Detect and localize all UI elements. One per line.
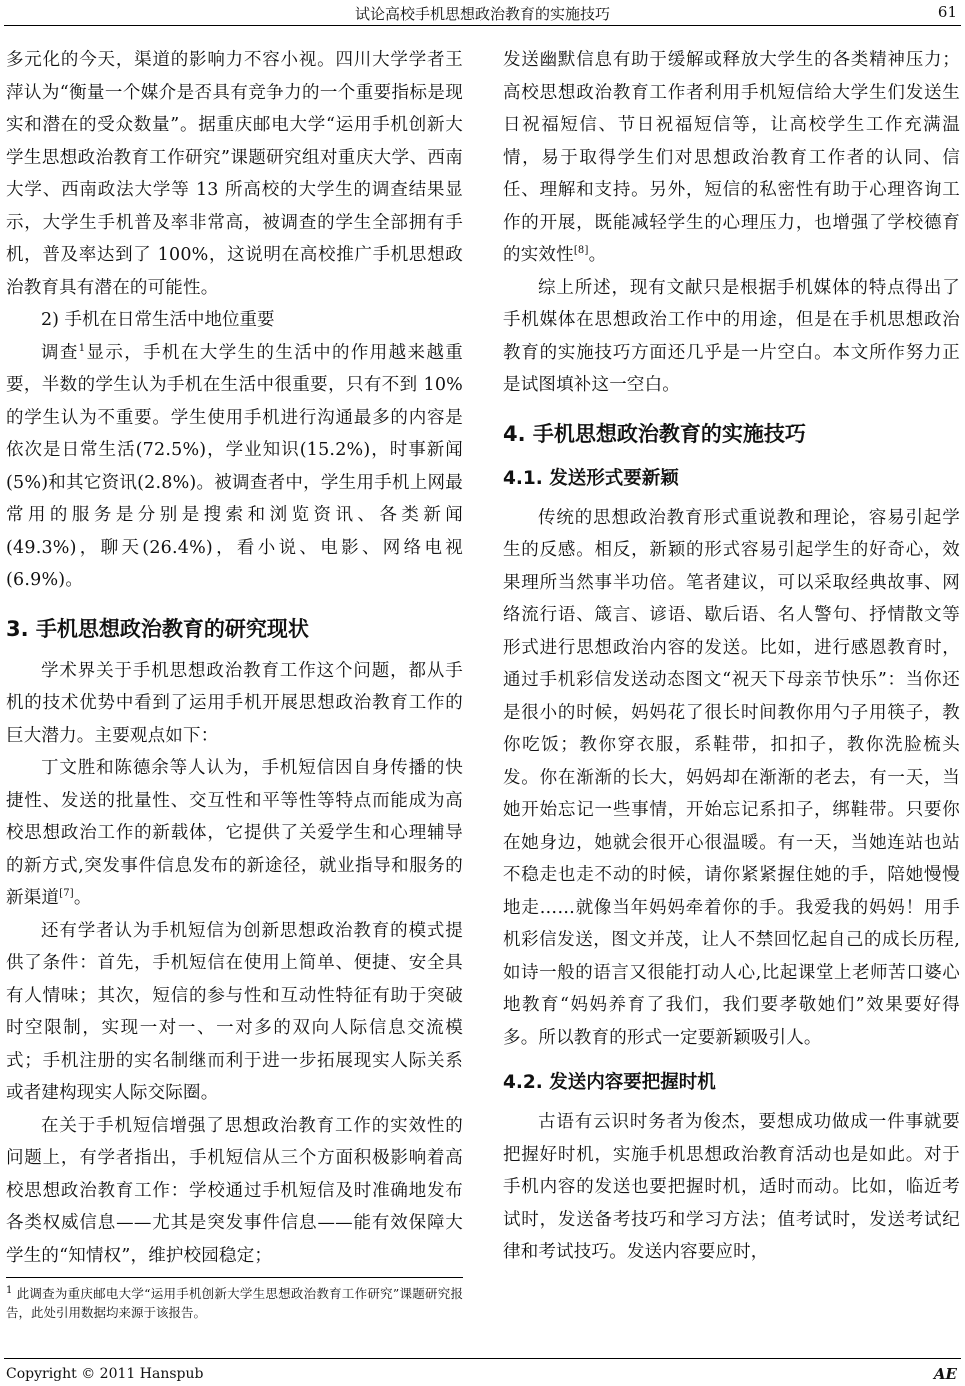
paragraph-text: 。 — [588, 245, 607, 265]
page-footer — [0, 1352, 965, 1386]
citation-ref[interactable]: [8] — [573, 245, 589, 257]
page-number: 61 — [937, 3, 957, 21]
section-heading-4: 4. 手机思想政治教育的实施技巧 — [503, 421, 806, 446]
paragraph: 古语有云识时务者为俊杰，要想成功做成一件事就要把握好时机，实施手机思想政治教育活动也是如此。对于手机内容的发送也要把握时机，适时而动。比如，临近考试时，发送备考技巧和学习方法；值考试时，发送考试纪律和考试技巧。发送内容要应时， — [503, 1112, 960, 1262]
paragraph: 传统的思想政治教育形式重说教和理论，容易引起学生的反感。相反，新颖的形式容易引起学生的好奇心，效果理所当然事半功倍。笔者建议，可以采取经典故事、网络流行语、箴言、谚语、歇后语、名人警句、抒情散文等形式进行思想政治内容的发送。比如，进行感恩教育时，通过手机彩信发送动态图文“祝天下母亲节快乐”：当你还是很小的时候，妈妈花了很长时间教你用勺子用筷子，教你吃饭；教你穿衣服，系鞋带，扣扣子，教你洗脸梳头发。你在渐渐的长大，妈妈却在渐渐的老去，有一天，当她开始忘记一些事情，开始忘记系扣子，绑鞋带。只要你在她身边，她就会很开心很温暖。有一天，当她连站也站不稳走也走不动的时候，请你紧紧握住她的手，陪她慢慢地走……就像当年妈妈牵着你的手。我爱我的妈妈！用手机彩信发送，图文并茂，让人不禁回忆起自己的成长历程,如诗一般的语言又很能打动人心,比起课堂上老师苦口婆心地教育“妈妈养育了我们，我们要孝敬她们”效果要好得多。所以教育的形式一定要新颖吸引人。 — [503, 507, 960, 1048]
page-header — [0, 0, 965, 28]
footnote — [6, 1284, 463, 1322]
footnote-text: 此调查为重庆邮电大学“运用手机创新大学生思想政治教育工作研究”课题研究报告，此处引用数据均来源于该报告。 — [6, 1286, 463, 1320]
paragraph — [503, 44, 960, 272]
left-column — [6, 44, 463, 1272]
paragraph: 学术界关于手机思想政治教育工作这个问题，都从手机的技术优势中看到了运用手机开展思想政治教育工作的巨大潜力。主要观点如下： — [6, 660, 463, 746]
paragraph — [6, 337, 463, 597]
footnote-rule — [6, 1277, 463, 1278]
paragraph: 还有学者认为手机短信为创新思想政治教育的模式提供了条件：首先，手机短信在使用上简单、便捷、安全具有人情味；其次，短信的参与性和互动性特征有助于突破时空限制，实现一对一、一对多的双向人际信息交流模式；手机注册的实名制继而利于进一步拓展现实人际关系或者建构现实人际交际圈。 — [6, 920, 463, 1103]
paragraph-text: 显示，手机在大学生的生活中的作用越来越重要，半数的学生认为手机在生活中很重要，只有不到 10%的学生认为不重要。学生使用手机进行沟通最多的内容是依次是日常生活(72.5%)，学业知识(15.2%)，时事新闻(5%)和其它资讯(2.8%)。被调查者中，学生用手机上网最常用的服务是分别是搜索和浏览资讯、各类新闻(49.3%)，聊天(26.4%)，看小说、电影、网络电视(6.9%)。 — [6, 342, 463, 590]
subheading-2: 2) 手机在日常生活中地位重要 — [41, 310, 275, 330]
copyright: Copyright © 2011 Hanspub — [6, 1366, 204, 1382]
paragraph-text: 。 — [73, 888, 92, 908]
running-title: 试论高校手机思想政治教育的实施技巧 — [354, 5, 610, 23]
right-column — [503, 44, 960, 1269]
paragraph-text: 丁文胜和陈德余等人认为，手机短信因自身传播的快捷性、发送的批量性、交互性和平等性等特点而能成为高校思想政治工作的新载体，它提供了关爱学生和心理辅导的新方式,突发事件信息发布的新途径，就业指导和服务的新渠道 — [6, 758, 463, 908]
paragraph-text: 调查 — [41, 342, 79, 363]
footnote-number: 1 — [6, 1284, 13, 1296]
footnote-marker[interactable]: 1 — [78, 342, 86, 354]
section-heading-3: 3. 手机思想政治教育的研究现状 — [6, 616, 309, 641]
paragraph — [6, 752, 463, 915]
subsection-heading-4-2: 4.2. 发送内容要把握时机 — [503, 1072, 716, 1093]
paragraph: 多元化的今天，渠道的影响力不容小视。四川大学学者王萍认为“衡量一个媒介是否具有竞争力的一个重要指标是现实和潜在的受众数量”。据重庆邮电大学“运用手机创新大学生思想政治教育工作研究”课题研究组对重庆大学、西南大学、西南政法大学等 13 所高校的大学生的调查结果显示，大学生手机普及率非常高，被调查的学生全部拥有手机，普及率达到了 100%，这说明在高校推广手机思想政治教育具有潜在的可能性。 — [6, 50, 463, 298]
paragraph: 在关于手机短信增强了思想政治教育工作的实效性的问题上，有学者指出，手机短信从三个方面积极影响着高校思想政治教育工作：学校通过手机短信及时准确地发布各类权威信息——尤其是突发事件信息——能有效保障大学生的“知情权”，维护校园稳定； — [6, 1115, 463, 1266]
citation-ref[interactable]: [7] — [59, 888, 74, 900]
paragraph: 综上所述，现有文献只是根据手机媒体的特点得出了手机媒体在思想政治工作中的用途，但是在手机思想政治教育的实施技巧方面还几乎是一片空白。本文所作努力正是试图填补这一空白。 — [503, 277, 960, 395]
journal-abbrev: AE — [933, 1365, 957, 1383]
header-rule — [4, 25, 961, 26]
subsection-heading-4-1: 4.1. 发送形式要新颖 — [503, 467, 679, 489]
paragraph-text: 发送幽默信息有助于缓解或释放大学生的各类精神压力；高校思想政治教育工作者利用手机短信给大学生们发送生日祝福短信、节日祝福短信等，让高校学生工作充满温情，易于取得学生们对思想政治教育工作者的认同、信任、理解和支持。另外，短信的私密性有助于心理咨询工作的开展，既能减轻学生的心理压力，也增强了学校德育的实效性 — [503, 50, 960, 265]
footer-rule — [4, 1358, 961, 1359]
